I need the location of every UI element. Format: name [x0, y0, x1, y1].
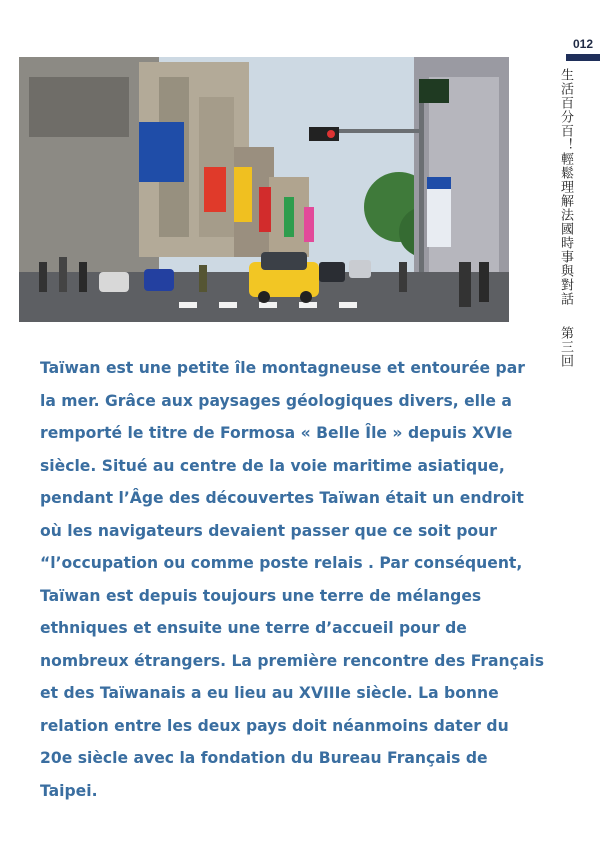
body-line: où les navigateurs devaient passer que ce soit pour	[40, 521, 497, 540]
page-number-bar	[566, 54, 600, 61]
body-line: Taipei.	[40, 781, 98, 800]
chapter-label: 第三回	[558, 326, 573, 368]
body-line: Taïwan est depuis toujours une terre de mélanges	[40, 586, 482, 605]
body-line: nombreux étrangers. La première rencontre des Français	[40, 651, 545, 670]
body-paragraph	[40, 352, 565, 807]
body-line: pendant l’Âge des découvertes Taïwan était un endroit	[40, 489, 524, 507]
body-line: ethniques et ensuite une terre d’accueil pour de	[40, 619, 467, 637]
side-title	[548, 68, 582, 368]
page-number: 012	[572, 37, 594, 51]
body-line: remporté le titre de Formosa « Belle Île » depuis XVIe	[40, 424, 513, 442]
street-photo	[19, 57, 509, 322]
body-line: 20e siècle avec la fondation du Bureau Français de	[40, 749, 488, 767]
body-line: la mer. Grâce aux paysages géologiques divers, elle a	[40, 391, 512, 410]
body-line: siècle. Situé au centre de la voie maritime asiatique,	[40, 456, 505, 475]
body-line: relation entre les deux pays doit néanmoins dater du	[40, 716, 509, 735]
book-title: 生活百分百！輕鬆理解法國時事與對話	[558, 68, 573, 306]
body-line: Taïwan est une petite île montagneuse et entourée par	[40, 359, 525, 377]
body-line: et des Taïwanais a eu lieu au XVIIIe siècle. La bonne	[40, 684, 499, 702]
body-line: “l’occupation ou comme poste relais . Par conséquent,	[40, 554, 523, 572]
